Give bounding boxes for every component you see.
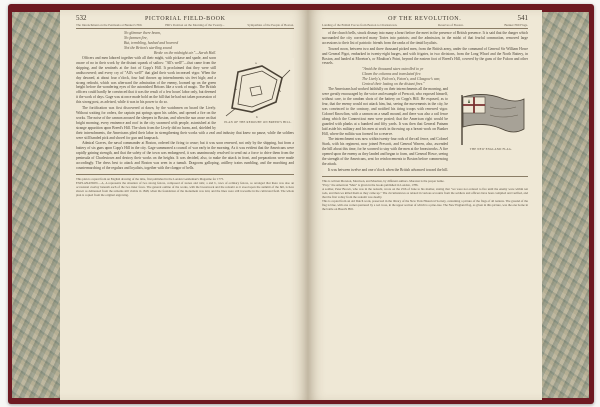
flag-illustration — [454, 89, 528, 147]
footnote: A soldier, Peter Brown, who was in the redoubt, wrote on the 25th of June to his mother, stating that "we were not ordered to fire until the enemy were within ten rods, and then we killed them as they came up." The circumstances as related in various accounts from the soldiers and officers have been compiled and verified, and that the first volley from the redoubt was deadly. — [322, 186, 528, 200]
verse-line: No fanmen fire, — [124, 36, 148, 40]
paragraph: The fortification was first discovered at dawn, by the watchmen on board the Lively. Without waiting for orders, the captain put springs upon his cables, and opened a fire on the works. The noise of the cannon aroused the sleepers in Boston, and when the sun arose on that bright morning, every eminence and roof in the city swarmed with people, astonished at the strange apparition upon Breed's Hill. The shots from the Lively did no harm, and, shielded by their intrenchments, the Americans plied their labor in strengthening their works with a zeal and industry that knew no pause, while the soldiers were still handed pick and shovel for gun and knapsack. — [76, 106, 294, 140]
paragraph: The Americans had worked faithfully on their intrenchments all the morning, and were greatly encouraged by the voice and example of Prescott, who exposed himself, without care, to the random shots of the battery on Copp's Hill. He exposed, as to fear, that the enemy would not attack him, but, seeing the movements in the city, he was convinced to the contrary, and notified his tiring troops with renewed vigor. Colonel Knowlton, with a cannon on a small mound, and there was also a rail fence along which the Connecticut men were posted; that the American right would be guarded with planks at a hundred and fifty yards. It was then that General Putnam laid aside his military and his men at work in throwing up a breast-work on Bunker Hill, where the militia was formed for a reserve. — [322, 87, 449, 136]
right-page-header — [322, 14, 528, 23]
paragraph: of the church bells, struck dismay into many a heart before the meet in the presence of British presence. It is said that the danger which surrounded the city corrected many Tories into patriots; and the admission, in the midst of that fearful commotion, removed large accessions to their list of patriotic friends from the ranks of the timid loyalists. — [322, 31, 528, 45]
left-body — [76, 56, 294, 171]
right-subhead: Reserves of Boston. — [438, 23, 464, 27]
verse-line: Broke on the midnight air."—Sarah Hall. — [154, 51, 217, 55]
left-subhead: Sympathies of the People of Boston. — [247, 23, 294, 27]
left-page-header — [76, 14, 294, 23]
right-running-title: OF THE REVOLUTION. — [388, 16, 462, 22]
right-page-number: 541 — [517, 14, 528, 22]
redoubt-plan-figure — [222, 58, 294, 128]
right-page — [308, 10, 542, 400]
right-body — [322, 31, 528, 173]
footnote: "Pray," the American "Men" is given in the books published in London, 1786. — [322, 182, 419, 187]
verse-line: But, trembling, hushed and hovered — [124, 41, 179, 45]
left-page — [60, 10, 308, 400]
right-subheads — [322, 23, 528, 29]
right-subhead: Bunker Hill Flags. — [504, 23, 528, 27]
marbled-endpaper-left — [12, 12, 60, 398]
flag-caption: THE NEW ENGLAND FLAG. — [469, 147, 513, 152]
left-verse — [124, 31, 294, 56]
paragraph: Admiral Graves, the naval commander at Boston, ordered the firing to cease; but it was soon renewed, not only by the shipping, but from a battery of six guns upon Copp's Hill in the city. Gage summoned a council of war early in the morning. As it was evident that the Americans were rapidly gaining strength, and that the safety of the town was endangered, it was unanimously resolved to send out a force to drive them from the peninsula of Charlestown and destroy their works on the heights. It was decided, also, to make the attack in front, and preparations were made accordingly. The dress best to attack and Boston was seen in a tumult. Dragoons galloping, artillery trains rumbling, and the marching and countermarching of the regulars and loyalists, together with the clangor of bells. — [76, 141, 294, 170]
verse-line: Gleam the columns and translated fire. — [362, 72, 422, 77]
marbled-endpaper-right — [541, 12, 589, 398]
left-subhead: The Intrenchment on the Peninsula at Bunker's Hill. — [76, 23, 143, 27]
svg-text:A: A — [278, 88, 281, 93]
paragraph: Officers and men labored together with all their might, with pickaxe and spade, and soon aware of no in their work by the distant squeak of sailors: "All's well!"—that came from the shipping, and the sentinels at the foot of Copp's Hill. It proclaimed that they were still undiscovered; and every cry of "All's well!" that glad their work increased vigor. When the day dawned, at about four o'clock, four had thrown up intrenchments six feet high; and a strong redoubt, which was afterward the admiration of the enemy, loomed up on the green height before the wondering eyes of the astonished Britons like a work of magic. The British officers could hardly be convinced that it was the result of a few hours' labor only, but deemed it the work of days. Gage was at once made bold on the hill that he had not taken possession of this strong post, as advised, while it was in his power to do so. — [76, 56, 216, 105]
verse-line: "Amid the thousand stars outrolled to ye — [362, 67, 424, 72]
verse-line: No glimmer there beam, — [124, 31, 161, 35]
redoubt-plan-illustration — [222, 58, 294, 120]
right-subhead: Landing of the British Forces from Boston to Charlestown. — [322, 23, 398, 27]
verse-line: Central their lasting on the distant fires." — [362, 82, 425, 87]
verse-line: Not the Briton's startling sound — [124, 46, 172, 50]
footnote: This plan is copied from an English drawing of the time, first published in the London Gentleman's Magazine for 1775. — [76, 176, 224, 181]
paragraph: It was between twelve and one o'clock when the British advanced toward the hill. — [328, 167, 449, 172]
paragraph: The intrenchment was now within twenty-four rods of the rail fence, and Colonel Stark, with his regiment, now joined Prescott, and General Warren, also, ascended the hill about this time, for he scorned to stay with the men at the breastworks. A fire opened upon the enemy as they landed and began to form, and General Howe, seeing the strength of the Americans, sent for reinforcements to Boston before commencing the attack. — [322, 137, 448, 166]
paragraph: Toward noon, between two and three thousand picked men, from the British army, under the command of General Sir William Howe and General Pigot, embarked in twenty-eight barges, and with frigates, in two divisions, from the Long Wharf and the North Battery, in Boston, and landed at Moreton's, or Moulton's Point, beyond the eastern foot of Breed's Hill, covered by the guns of the Falcon and other vessels. — [322, 46, 528, 66]
svg-text:a: a — [255, 61, 257, 65]
redoubt-plan-caption: PLAN OF THE REDOUBT ON BREED'S HILL. — [224, 120, 292, 124]
svg-text:A: A — [234, 86, 237, 91]
left-running-title: PICTORIAL FIELD-BOOK — [145, 16, 226, 22]
new-england-flag-figure — [454, 89, 528, 155]
footnote: This is copied from an old Dutch work, preserved in the library of the New York Historical Society, containing a picture of the flags of all nations. The ground of the flag is blue, with one corner quartered by a red cross, in the upper section of which is a pine-tree. The New England flag, as given in this picture, was the one borne in the battle on Breed's Hill. — [322, 199, 528, 212]
right-footnotes — [322, 176, 528, 212]
left-subhead: Hill's Position on the Morning of the Twenty... — [165, 23, 225, 27]
svg-text:b: b — [256, 115, 258, 119]
book — [8, 4, 594, 404]
left-subheads — [76, 23, 294, 29]
right-verse — [362, 67, 528, 87]
left-footnotes — [76, 174, 294, 197]
footnote: This is written Moreton, Morrison, and Moulton, by different authors. Moreton is the proper name. — [322, 178, 445, 183]
footnote: EXPLANATION.—A, A represents the situation of two strong fences, composed of stones and rails; a and b, rows of ordinary fences, so arranged that there was also an occasional overlay beneath each of the two inner faces. The general outline of the works, with the breastwork and the redoubt as it stood upon the summit of the hill, is here shown as delineated from the remains still visible in 1848, when the foundation of the monument was laid, and the lines were still traceable in the cultivated field. The whole plan is copied from the original engraving. — [76, 180, 294, 198]
left-page-number: 532 — [76, 14, 87, 22]
verse-line: The Lively's, Falcon's, Faton's, and Glasgow's war, — [362, 77, 441, 82]
